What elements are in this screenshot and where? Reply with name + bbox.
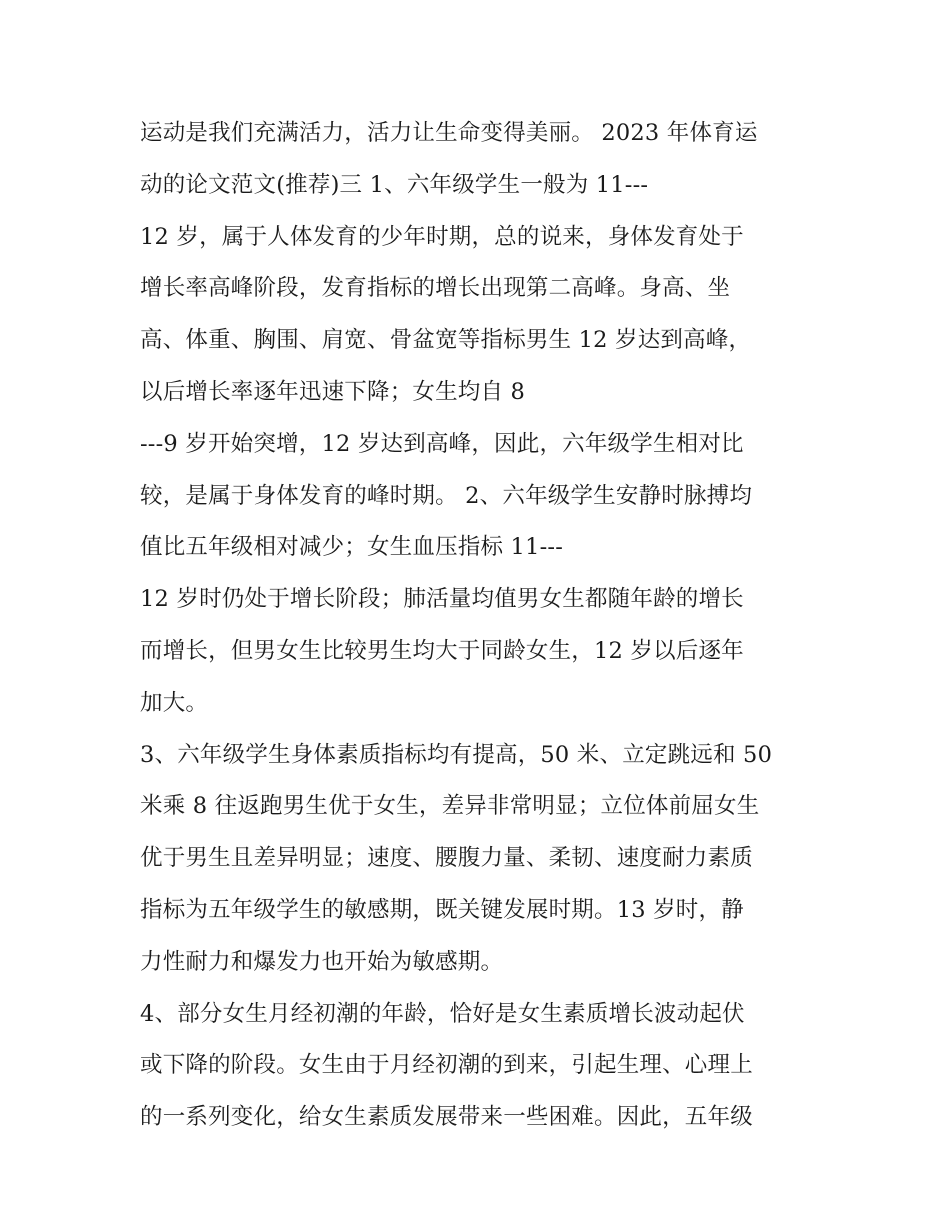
text-line: 12 岁时仍处于增长阶段；肺活量均值男女生都随年龄的增长 (140, 586, 744, 613)
text-line: 而增长，但男女生比较男生均大于同龄女生，12 岁以后逐年 (140, 637, 744, 664)
text-line: 高、体重、胸围、肩宽、骨盆宽等指标男生 12 岁达到高峰， (140, 327, 752, 354)
text-line: 动的论文范文(推荐)三 1、六年级学生一般为 11--- (140, 171, 649, 198)
text-line: ---9 岁开始突增，12 岁达到高峰，因此，六年级学生相对比 (140, 430, 744, 457)
text-line: 加大。 (140, 689, 209, 716)
body-text (140, 108, 820, 1144)
text-line: 3、六年级学生身体素质指标均有提高，50 米、立定跳远和 50 (140, 741, 773, 768)
text-line: 运动是我们充满活力，活力让生命变得美丽。 2023 年体育运 (140, 120, 758, 146)
text-line: 指标为五年级学生的敏感期，既关键发展时期。13 岁时，静 (140, 896, 744, 923)
text-line: 4、部分女生月经初潮的年龄，恰好是女生素质增长波动起伏 (140, 1000, 745, 1027)
text-line: 或下降的阶段。女生由于月经初潮的到来，引起生理、心理上 (140, 1052, 753, 1079)
text-line: 米乘 8 往返跑男生优于女生，差异非常明显；立位体前屈女生 (140, 793, 760, 820)
text-line: 以后增长率逐年迅速下降；女生均自 8 (140, 378, 526, 405)
text-line: 优于男生且差异明显；速度、腰腹力量、柔韧、速度耐力素质 (140, 845, 753, 872)
text-line: 的一系列变化，给女生素质发展带来一些困难。因此，五年级 (140, 1104, 753, 1131)
text-line: 较，是属于身体发育的峰时期。 2、六年级学生安静时脉搏均 (140, 482, 753, 509)
text-line: 12 岁，属于人体发育的少年时期，总的说来，身体发育处于 (140, 223, 744, 250)
text-line: 值比五年级相对减少；女生血压指标 11--- (140, 534, 563, 561)
text-line: 力性耐力和爆发力也开始为敏感期。 (140, 948, 504, 975)
text-line: 增长率高峰阶段，发育指标的增长出现第二高峰。身高、坐 (140, 275, 731, 302)
